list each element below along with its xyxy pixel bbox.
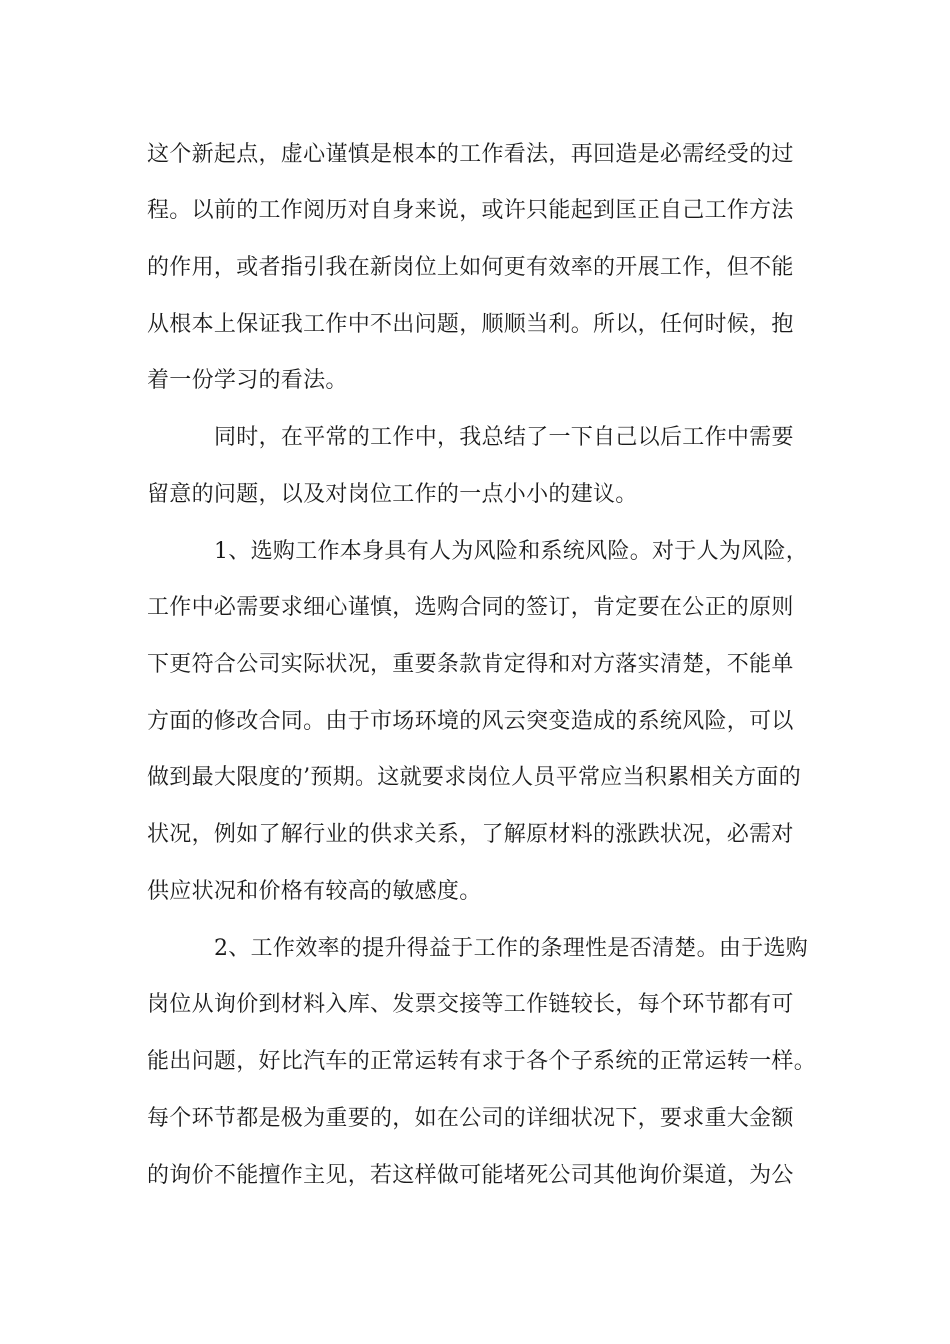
text-line: 每个环节都是极为重要的，如在公司的详细状况下，要求重大金额 <box>147 1106 794 1131</box>
text-line: 下更符合公司实际状况，重要条款肯定得和对方落实清楚，不能单 <box>147 652 794 677</box>
text-line: 留意的问题，以及对岗位工作的一点小小的建议。 <box>147 482 638 507</box>
text-line: 从根本上保证我工作中不出问题，顺顺当利。所以，任何时候，抱 <box>147 312 794 337</box>
paragraph-first-line: 2、工作效率的提升得益于工作的条理性是否清楚。由于选购 <box>214 936 809 961</box>
text-line: 状况，例如了解行业的供求关系，了解原材料的涨跌状况，必需对 <box>147 822 794 847</box>
paragraph-first-line: 1、选购工作本身具有人为风险和系统风险。对于人为风险， <box>214 539 809 564</box>
text-line: 工作中必需要求细心谨慎，选购合同的签订，肯定要在公正的原则 <box>147 595 794 620</box>
text-line: 的询价不能擅作主见，若这样做可能堵死公司其他询价渠道，为公 <box>147 1163 794 1188</box>
paragraph-first-line: 同时，在平常的工作中，我总结了一下自己以后工作中需要 <box>214 425 794 450</box>
text-line: 的作用，或者指引我在新岗位上如何更有效率的开展工作，但不能 <box>147 255 794 280</box>
text-line: 做到最大限度的’预期。这就要求岗位人员平常应当积累相关方面的 <box>147 765 801 790</box>
text-line: 这个新起点，虚心谨慎是根本的工作看法，再回造是必需经受的过 <box>147 142 794 167</box>
text-line: 着一份学习的看法。 <box>147 368 348 393</box>
text-line: 能出问题，好比汽车的正常运转有求于各个子系统的正常运转一样。 <box>147 1049 817 1074</box>
text-line: 供应状况和价格有较高的敏感度。 <box>147 879 482 904</box>
text-line: 岗位从询价到材料入库、发票交接等工作链较长，每个环节都有可 <box>147 992 794 1017</box>
text-line: 程。以前的工作阅历对自身来说，或许只能起到匡正自己工作方法 <box>147 198 794 223</box>
text-line: 方面的修改合同。由于市场环境的风云突变造成的系统风险，可以 <box>147 709 794 734</box>
